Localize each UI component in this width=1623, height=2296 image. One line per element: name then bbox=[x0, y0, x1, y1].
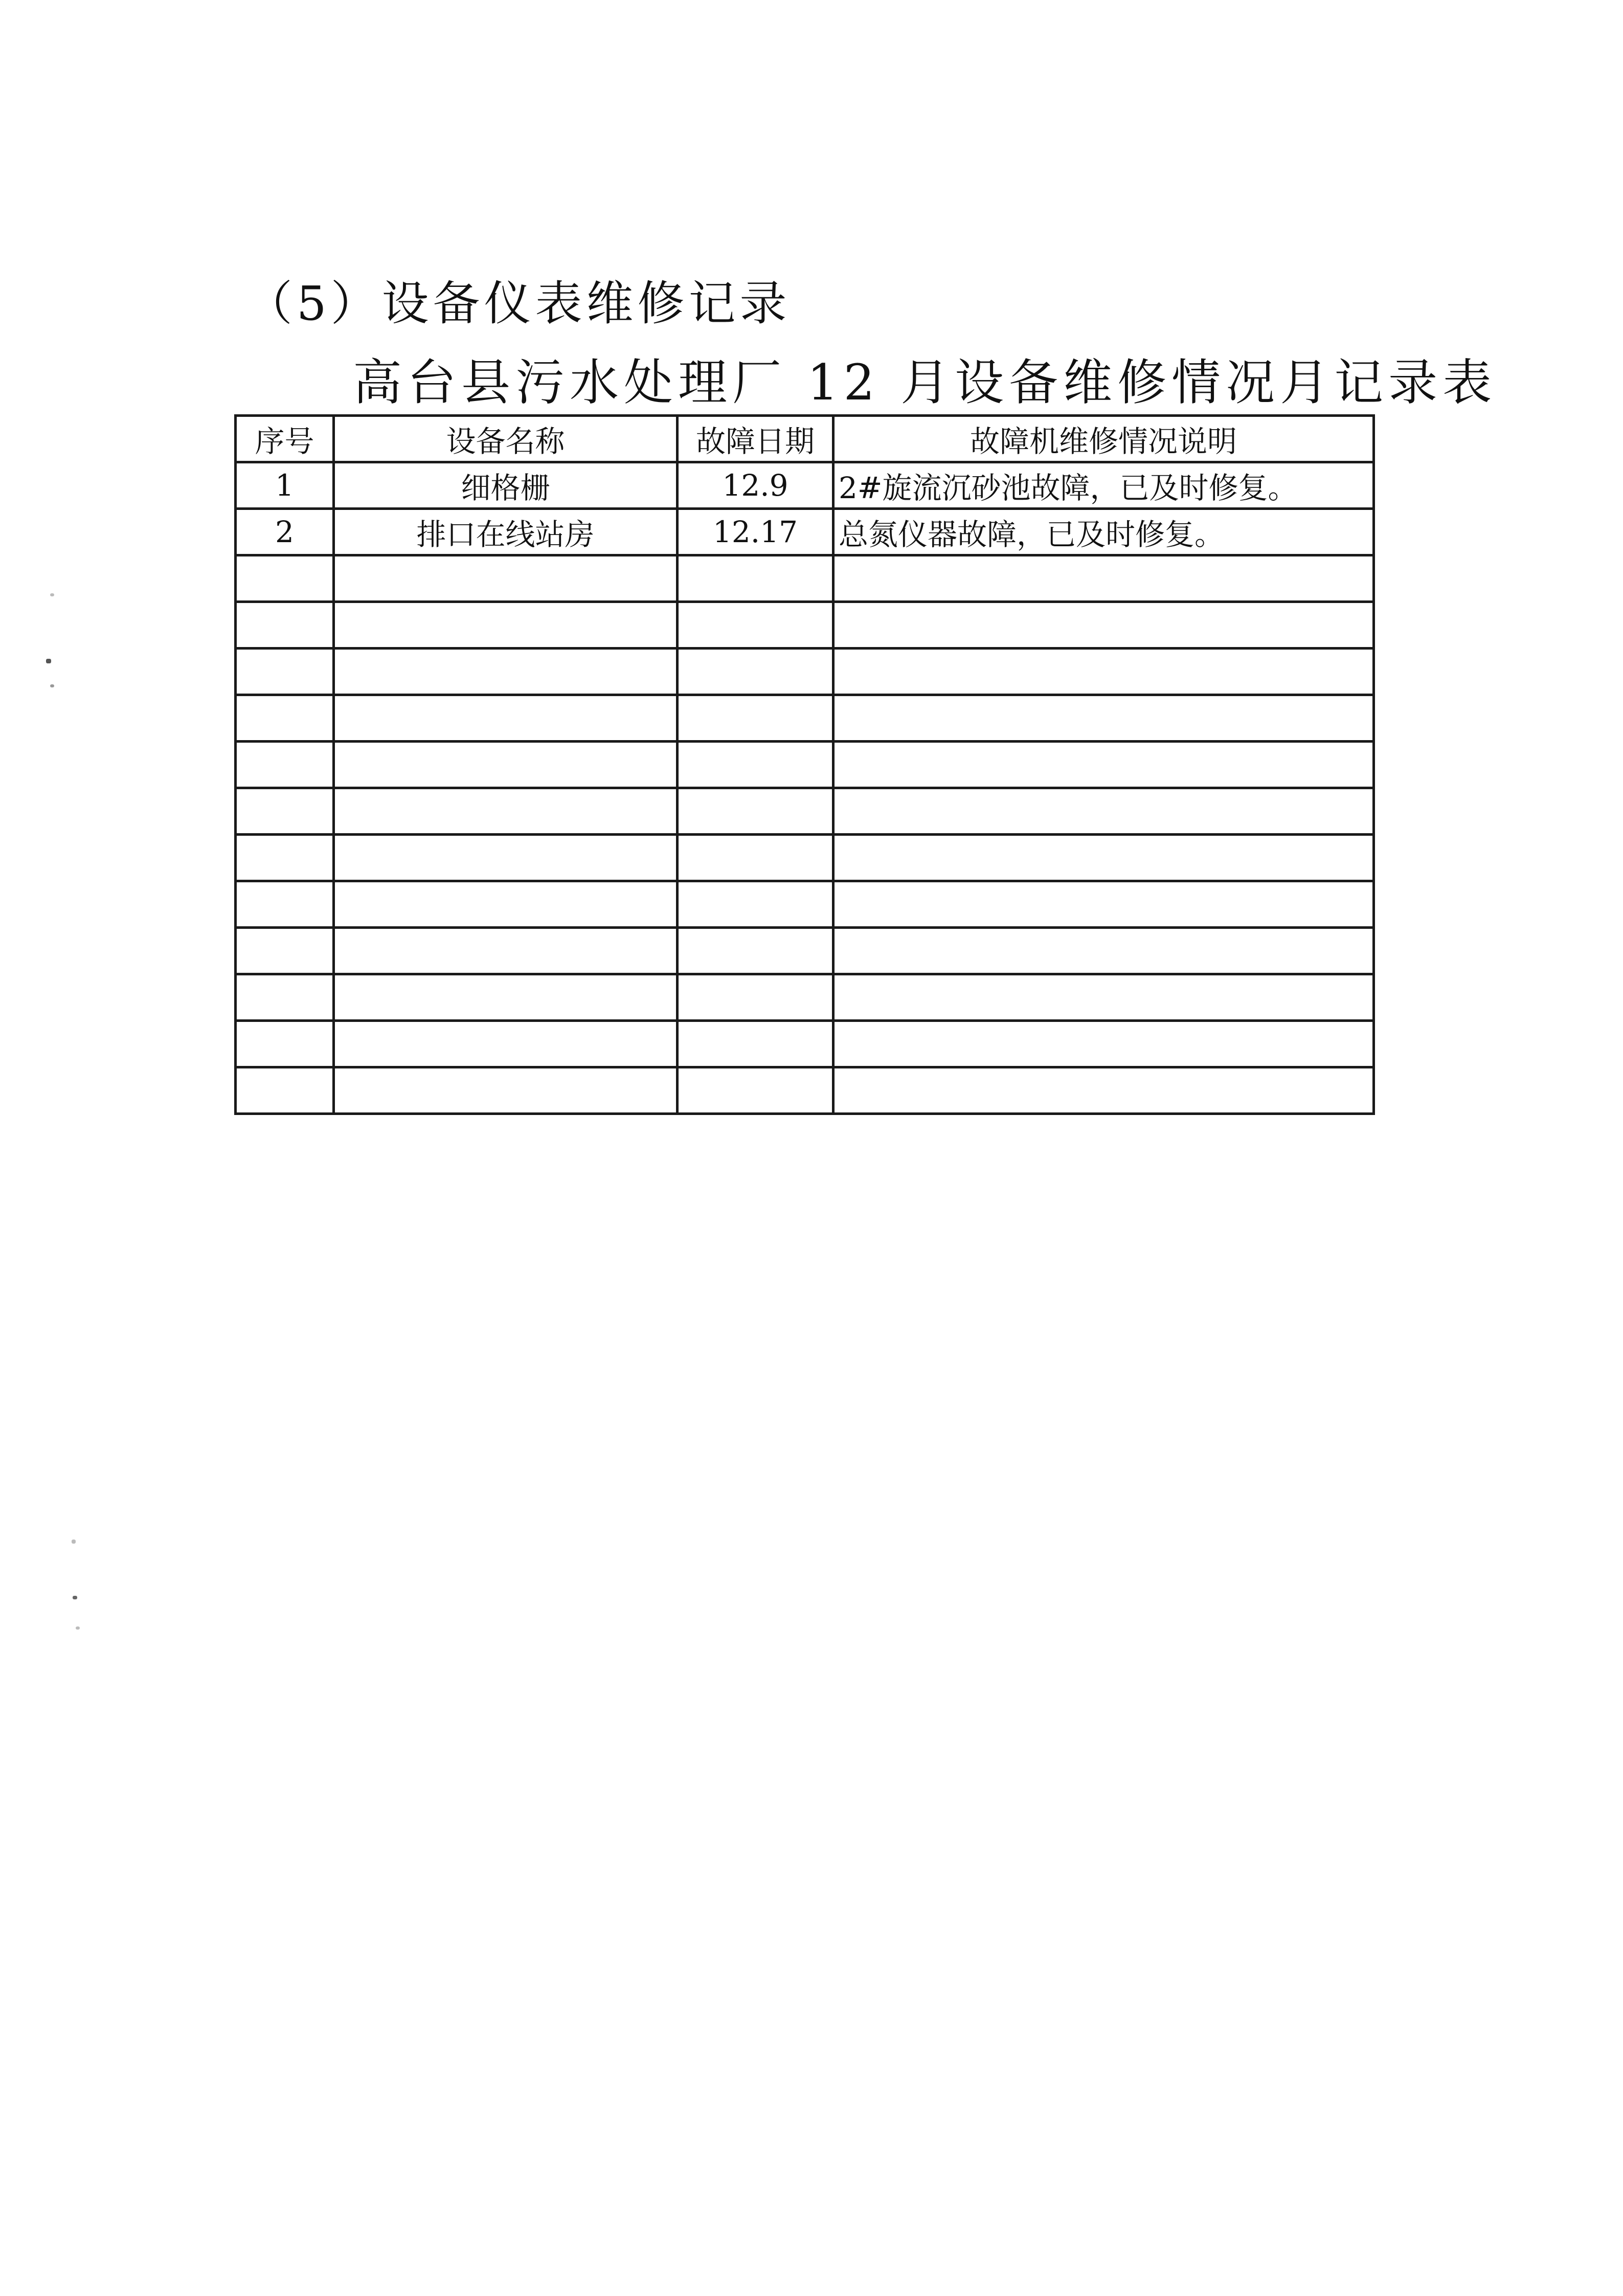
cell-repair-description bbox=[833, 788, 1374, 835]
cell-repair-description bbox=[833, 974, 1374, 1021]
scan-mark bbox=[76, 1626, 80, 1630]
header-equipment-name: 设备名称 bbox=[334, 416, 678, 462]
cell-index: 2 bbox=[236, 509, 334, 555]
cell-index bbox=[236, 881, 334, 928]
cell-index bbox=[236, 1021, 334, 1067]
scan-mark bbox=[46, 659, 51, 663]
table-row bbox=[236, 788, 1374, 835]
cell-equipment-name bbox=[334, 788, 678, 835]
table-row bbox=[236, 1021, 1374, 1067]
repair-record-table bbox=[234, 414, 1375, 1115]
document-title: 高台县污水处理厂 12 月设备维修情况月记录表 bbox=[353, 354, 1497, 411]
cell-fault-date bbox=[678, 835, 833, 881]
section-heading: （5）设备仪表维修记录 bbox=[245, 276, 791, 331]
cell-repair-description bbox=[833, 602, 1374, 649]
table-row bbox=[236, 649, 1374, 695]
cell-equipment-name: 细格栅 bbox=[334, 462, 678, 509]
cell-fault-date: 12.17 bbox=[678, 509, 833, 555]
scan-mark bbox=[50, 684, 54, 687]
table-row bbox=[236, 1067, 1374, 1114]
header-fault-date: 故障日期 bbox=[678, 416, 833, 462]
cell-equipment-name bbox=[334, 555, 678, 602]
cell-fault-date bbox=[678, 788, 833, 835]
cell-fault-date bbox=[678, 695, 833, 742]
cell-equipment-name bbox=[334, 742, 678, 788]
cell-equipment-name bbox=[334, 649, 678, 695]
table-row bbox=[236, 835, 1374, 881]
cell-index bbox=[236, 555, 334, 602]
scan-mark bbox=[72, 1540, 76, 1544]
cell-equipment-name: 排口在线站房 bbox=[334, 509, 678, 555]
cell-equipment-name bbox=[334, 835, 678, 881]
table-header-row bbox=[236, 416, 1374, 462]
scan-mark bbox=[50, 593, 54, 596]
header-repair-description: 故障机维修情况说明 bbox=[833, 416, 1374, 462]
cell-index bbox=[236, 649, 334, 695]
cell-index bbox=[236, 835, 334, 881]
cell-equipment-name bbox=[334, 1067, 678, 1114]
table-row bbox=[236, 742, 1374, 788]
cell-fault-date bbox=[678, 742, 833, 788]
cell-fault-date bbox=[678, 928, 833, 974]
cell-repair-description bbox=[833, 649, 1374, 695]
cell-index bbox=[236, 695, 334, 742]
cell-repair-description bbox=[833, 1067, 1374, 1114]
cell-fault-date bbox=[678, 881, 833, 928]
table-row bbox=[236, 602, 1374, 649]
table-row bbox=[236, 881, 1374, 928]
cell-repair-description bbox=[833, 742, 1374, 788]
scan-mark bbox=[73, 1596, 77, 1599]
cell-repair-description: 总氮仪器故障，已及时修复。 bbox=[833, 509, 1374, 555]
cell-repair-description bbox=[833, 835, 1374, 881]
cell-repair-description bbox=[833, 881, 1374, 928]
cell-index bbox=[236, 928, 334, 974]
cell-equipment-name bbox=[334, 695, 678, 742]
cell-fault-date bbox=[678, 1067, 833, 1114]
table-row bbox=[236, 928, 1374, 974]
cell-index bbox=[236, 788, 334, 835]
header-index: 序号 bbox=[236, 416, 334, 462]
table-row bbox=[236, 509, 1374, 555]
cell-fault-date: 12.9 bbox=[678, 462, 833, 509]
cell-index: 1 bbox=[236, 462, 334, 509]
cell-repair-description bbox=[833, 695, 1374, 742]
table-row bbox=[236, 695, 1374, 742]
cell-fault-date bbox=[678, 555, 833, 602]
table-row bbox=[236, 555, 1374, 602]
cell-equipment-name bbox=[334, 928, 678, 974]
cell-fault-date bbox=[678, 649, 833, 695]
cell-fault-date bbox=[678, 602, 833, 649]
cell-fault-date bbox=[678, 1021, 833, 1067]
cell-repair-description bbox=[833, 928, 1374, 974]
cell-equipment-name bbox=[334, 1021, 678, 1067]
cell-index bbox=[236, 742, 334, 788]
cell-equipment-name bbox=[334, 602, 678, 649]
cell-equipment-name bbox=[334, 974, 678, 1021]
cell-repair-description bbox=[833, 1021, 1374, 1067]
cell-index bbox=[236, 974, 334, 1021]
cell-repair-description: 2#旋流沉砂池故障，已及时修复。 bbox=[833, 462, 1374, 509]
table-row bbox=[236, 974, 1374, 1021]
cell-fault-date bbox=[678, 974, 833, 1021]
cell-index bbox=[236, 602, 334, 649]
cell-index bbox=[236, 1067, 334, 1114]
cell-repair-description bbox=[833, 555, 1374, 602]
cell-equipment-name bbox=[334, 881, 678, 928]
table-row bbox=[236, 462, 1374, 509]
